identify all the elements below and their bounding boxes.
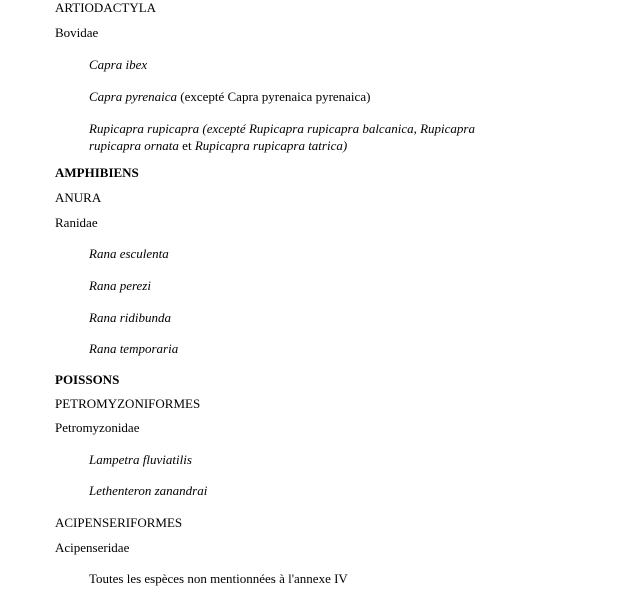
family-bovidae: Bovidae [55,25,99,40]
order-acipenseriformes: ACIPENSERIFORMES [55,515,183,530]
species-capra-pyrenaica [89,89,370,105]
species-rupicapra-rupicapra: Rupicapra rupicapra (excepté Rupicapra rupicapra balcanica, Rupicapra rupicapra ornata et Rupicapra rupicapra tatrica) [89,121,475,153]
family-petromyzonidae: Petromyzonidae [55,420,140,435]
species-toutes-especes: Toutes les espèces non mentionnées à l'annexe IV [89,571,348,586]
species-rana-ridibunda: Rana ridibunda [89,310,171,325]
species-rana-perezi: Rana perezi [89,278,151,293]
species-rana-esculenta: Rana esculenta [89,246,169,261]
species-lampetra-fluviatilis: Lampetra fluviatilis [89,452,192,467]
class-amphibiens: AMPHIBIENS [55,165,139,180]
species-name: Capra pyrenaica [89,89,177,104]
order-petromyzoniformes: PETROMYZONIFORMES [55,396,201,411]
class-poissons: POISSONS [55,372,120,387]
family-ranidae: Ranidae [55,215,98,230]
species-capra-ibex: Capra ibex [89,57,148,72]
species-note: (excepté Capra pyrenaica pyrenaica) [180,89,371,104]
order-anura: ANURA [55,190,102,205]
family-acipenseridae: Acipenseridae [55,540,130,555]
species-rana-temporaria: Rana temporaria [89,341,179,356]
order-artiodactyla: ARTIODACTYLA [55,0,157,15]
species-lethenteron-zanandrai: Lethenteron zanandrai [89,483,208,498]
